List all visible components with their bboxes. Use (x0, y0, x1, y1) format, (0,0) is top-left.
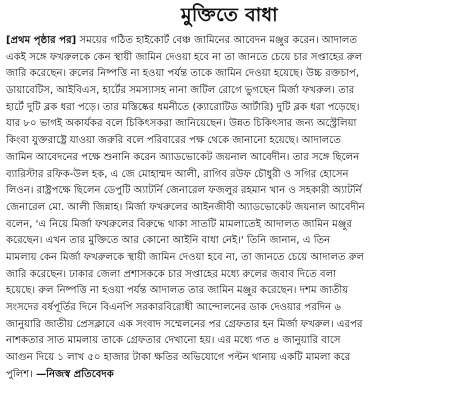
article-line-text: পুলিশ। (6, 368, 37, 380)
article-line: একই সঙ্গে ফখরুলকে কেন স্থায়ী জামিন দেওয়া হবে না তা জানতে চেয়ে চার সপ্তাহের রুল (6, 51, 363, 63)
article-line (6, 367, 453, 384)
article-line: ডায়াবেটিস, আইবিএস, হার্টের সমস্যাসহ নানা জটিল রোগে ভুগছেন মির্জা ফখরুল। তার (6, 85, 355, 97)
article-line: জেনারেল মো. আলী জিন্নাহ। মির্জা ফখরুলের আইনজীবী অ্যাডভোকেট জয়নাল আবেদীন (6, 201, 365, 213)
article-line: যার ৮০ ভাগই অকার্যকর বলে চিকিৎসকরা জানিয়েছেন। উন্নত চিকিৎসার জন্য অস্ট্রেলিয়া (6, 118, 357, 130)
article-line: লিওন। রাষ্ট্রপক্ষে ছিলেন ডেপুটি অ্যাটর্নি জেনারেল ফজলুর রহমান খান ও সহকারী অ্যাটর্নি (6, 185, 362, 197)
article-line: জামিন আবেদনের পক্ষে শুনানি করেন অ্যাডভোকেট জয়নাল আবেদীন। তার সঙ্গে ছিলেন (6, 151, 360, 163)
article-line-text: সময়ের গঠিত হাইকোর্ট বেঞ্চ জামিনের আবেদন মঞ্জুর করেন। আদালত (76, 35, 358, 46)
article-line: হয়েছে। রুল নিষ্পত্তি না হওয়া পর্যন্ত আদালত তার জামিন মঞ্জুর করেছেন। দশম জাতীয় (6, 285, 349, 297)
article-line (6, 33, 453, 50)
article-line: ব্যারিস্টার রফিক-উল হক, এ জে মোহাম্মদ আলী, রাগিব রউফ চৌধুরী ও সগির হোসেন (6, 168, 349, 180)
article-line: আগুন দিয়ে ১ লাখ ৫০ হাজার টাকা ক্ষতির অভিযোগে পল্টন থানায় একটি মামলা করে (6, 352, 351, 364)
article-line: করেছেন। এখন তার মুক্তিতে আর কোনো আইনি বাধা নেই।' তিনি জানান, এ তিন (6, 235, 331, 247)
continued-from-label: [প্রথম পৃষ্ঠার পর] (6, 35, 77, 46)
article-line: হার্টে দুটি ব্লক ধরা পড়ে। তার মস্তিষ্কের ধমনীতে (ক্যারোটিড আর্টারি) দুটি ব্লক ধরা পড়েছে। (6, 101, 360, 113)
article-line: সংসদের বর্ষপূর্তির দিনে বিএনপি সরকারবিরোধী আন্দোলনের ডাক দেওয়ার পরদিন ৬ (6, 302, 341, 313)
byline: —নিজস্ব প্রতিবেদক (36, 368, 114, 380)
article-line: জানুয়ারি জাতীয় প্রেসক্লাবে এক সংবাদ সম্মেলনের পর গ্রেফতার হন মির্জা ফখরুল। এরপর (6, 318, 363, 330)
article-body (6, 33, 453, 383)
article-line: মামলায় কেন মির্জা ফখরুলকে স্থায়ী জামিন দেওয়া হবে না, তা জানতে চেয়ে আদালত রুল (6, 251, 365, 263)
article-line: জারি করেছেন। ঢাকার জেলা প্রশাসককে চার সপ্তাহের মধ্যে রুলের জবাব দিতে বলা (6, 268, 337, 280)
article-line: কিংবা যুক্তরাষ্ট্রে যাওয়া জরুরি বলে পরিবারের পক্ষ থেকে জানানো হয়েছে। আদালতে (6, 135, 341, 147)
article-line: বলেন, 'এ নিয়ে মির্জা ফখরুলের বিরুদ্ধে থাকা সাতটি মামলাতেই আদালত জামিন মঞ্জুর (6, 218, 352, 230)
article-headline: মুক্তিতে বাধা (181, 4, 278, 26)
article-line: নাশকতার সাত মামলায় তাকে গ্রেফতার দেখানো হয়। এর মধ্যে গত ৪ জানুয়ারি বাসে (6, 335, 341, 347)
article-line: জারি করেছেন। রুলের নিষ্পত্তি না হওয়া পর্যন্ত তাকে জামিন দেওয়া হয়েছে। উচ্চ রক্তচাপ, (6, 68, 360, 80)
